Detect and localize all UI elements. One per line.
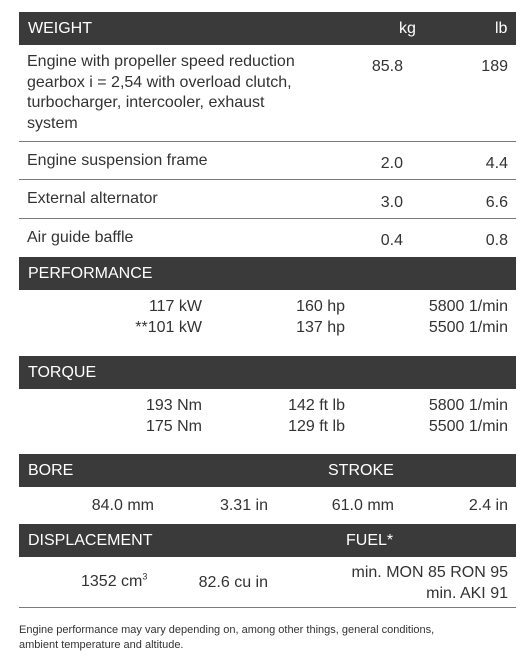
torque-header: TORQUE bbox=[28, 364, 97, 381]
footnote-line: ambient temperature and altitude. bbox=[19, 639, 184, 651]
bore-in-value: 3.31 in bbox=[219, 497, 268, 514]
performance-rpm-value: 5500 1/min bbox=[428, 319, 508, 336]
cube-superscript: 3 bbox=[142, 571, 148, 582]
bore-header: BORE bbox=[28, 462, 74, 479]
performance-kw-value: **101 kW bbox=[135, 319, 202, 336]
weight-row-label: External alternator bbox=[27, 190, 158, 207]
torque-rpm-value: 5500 1/min bbox=[428, 418, 508, 435]
torque-nm-value: 175 Nm bbox=[145, 418, 202, 435]
torque-header-bar bbox=[19, 356, 516, 389]
displacement-fuel-header-bar bbox=[19, 524, 516, 557]
label-line: Engine with propeller speed reduction bbox=[27, 53, 295, 70]
footnote-line: Engine performance may vary depending on, among other things, general conditions, bbox=[19, 624, 435, 636]
torque-ftlb-value: 129 ft lb bbox=[288, 418, 345, 435]
weight-lb-value: 6.6 bbox=[485, 194, 508, 211]
weight-header: WEIGHT bbox=[28, 20, 92, 37]
weight-row-label: Engine suspension frame bbox=[27, 152, 208, 169]
weight-lb-value: 0.8 bbox=[485, 232, 508, 249]
fuel-min-aki: min. AKI 91 bbox=[426, 585, 508, 602]
performance-header-bar bbox=[19, 257, 516, 290]
row-divider bbox=[19, 141, 516, 142]
bore-stroke-header-bar bbox=[19, 454, 516, 487]
torque-rpm-value: 5800 1/min bbox=[428, 397, 508, 414]
displacement-header: DISPLACEMENT bbox=[28, 532, 153, 549]
stroke-mm-value: 61.0 mm bbox=[331, 497, 394, 514]
stroke-in-value: 2.4 in bbox=[468, 497, 508, 514]
footer-divider bbox=[19, 607, 516, 608]
label-line: gearbox i = 2,54 with overload clutch, bbox=[27, 73, 292, 91]
row-divider bbox=[19, 218, 516, 219]
weight-kg-value: 2.0 bbox=[380, 155, 403, 172]
fuel-min-mon-ron: min. MON 85 RON 95 bbox=[351, 564, 508, 581]
weight-row-label bbox=[27, 52, 295, 134]
performance-hp-value: 160 hp bbox=[296, 298, 345, 315]
performance-hp-value: 137 hp bbox=[296, 319, 345, 336]
torque-nm-value: 193 Nm bbox=[145, 397, 202, 414]
displacement-cm-text: 1352 cm bbox=[81, 573, 143, 590]
performance-kw-value: 117 kW bbox=[148, 298, 202, 315]
row-divider bbox=[19, 179, 516, 180]
unit-kg-header: kg bbox=[399, 20, 416, 37]
weight-kg-value: 0.4 bbox=[380, 232, 403, 249]
displacement-cuin-value: 82.6 cu in bbox=[198, 574, 268, 591]
bore-mm-value: 84.0 mm bbox=[91, 497, 154, 514]
label-line: turbocharger, intercooler, exhaust bbox=[27, 94, 265, 111]
label-line: system bbox=[27, 114, 78, 132]
weight-lb-value: 4.4 bbox=[485, 155, 508, 172]
stroke-header: STROKE bbox=[328, 462, 394, 479]
weight-row-label: Air guide baffle bbox=[27, 229, 134, 246]
footnote bbox=[19, 623, 489, 653]
unit-lb-header: lb bbox=[495, 20, 508, 37]
weight-header-bar bbox=[19, 12, 516, 45]
torque-ftlb-value: 142 ft lb bbox=[288, 397, 345, 414]
weight-kg-value: 3.0 bbox=[380, 194, 403, 211]
displacement-cm3-value bbox=[81, 573, 147, 591]
performance-rpm-value: 5800 1/min bbox=[428, 298, 508, 315]
weight-kg-value: 85.8 bbox=[371, 58, 403, 75]
performance-header: PERFORMANCE bbox=[28, 265, 153, 282]
weight-lb-value: 189 bbox=[481, 58, 508, 75]
fuel-header: FUEL* bbox=[346, 532, 394, 549]
